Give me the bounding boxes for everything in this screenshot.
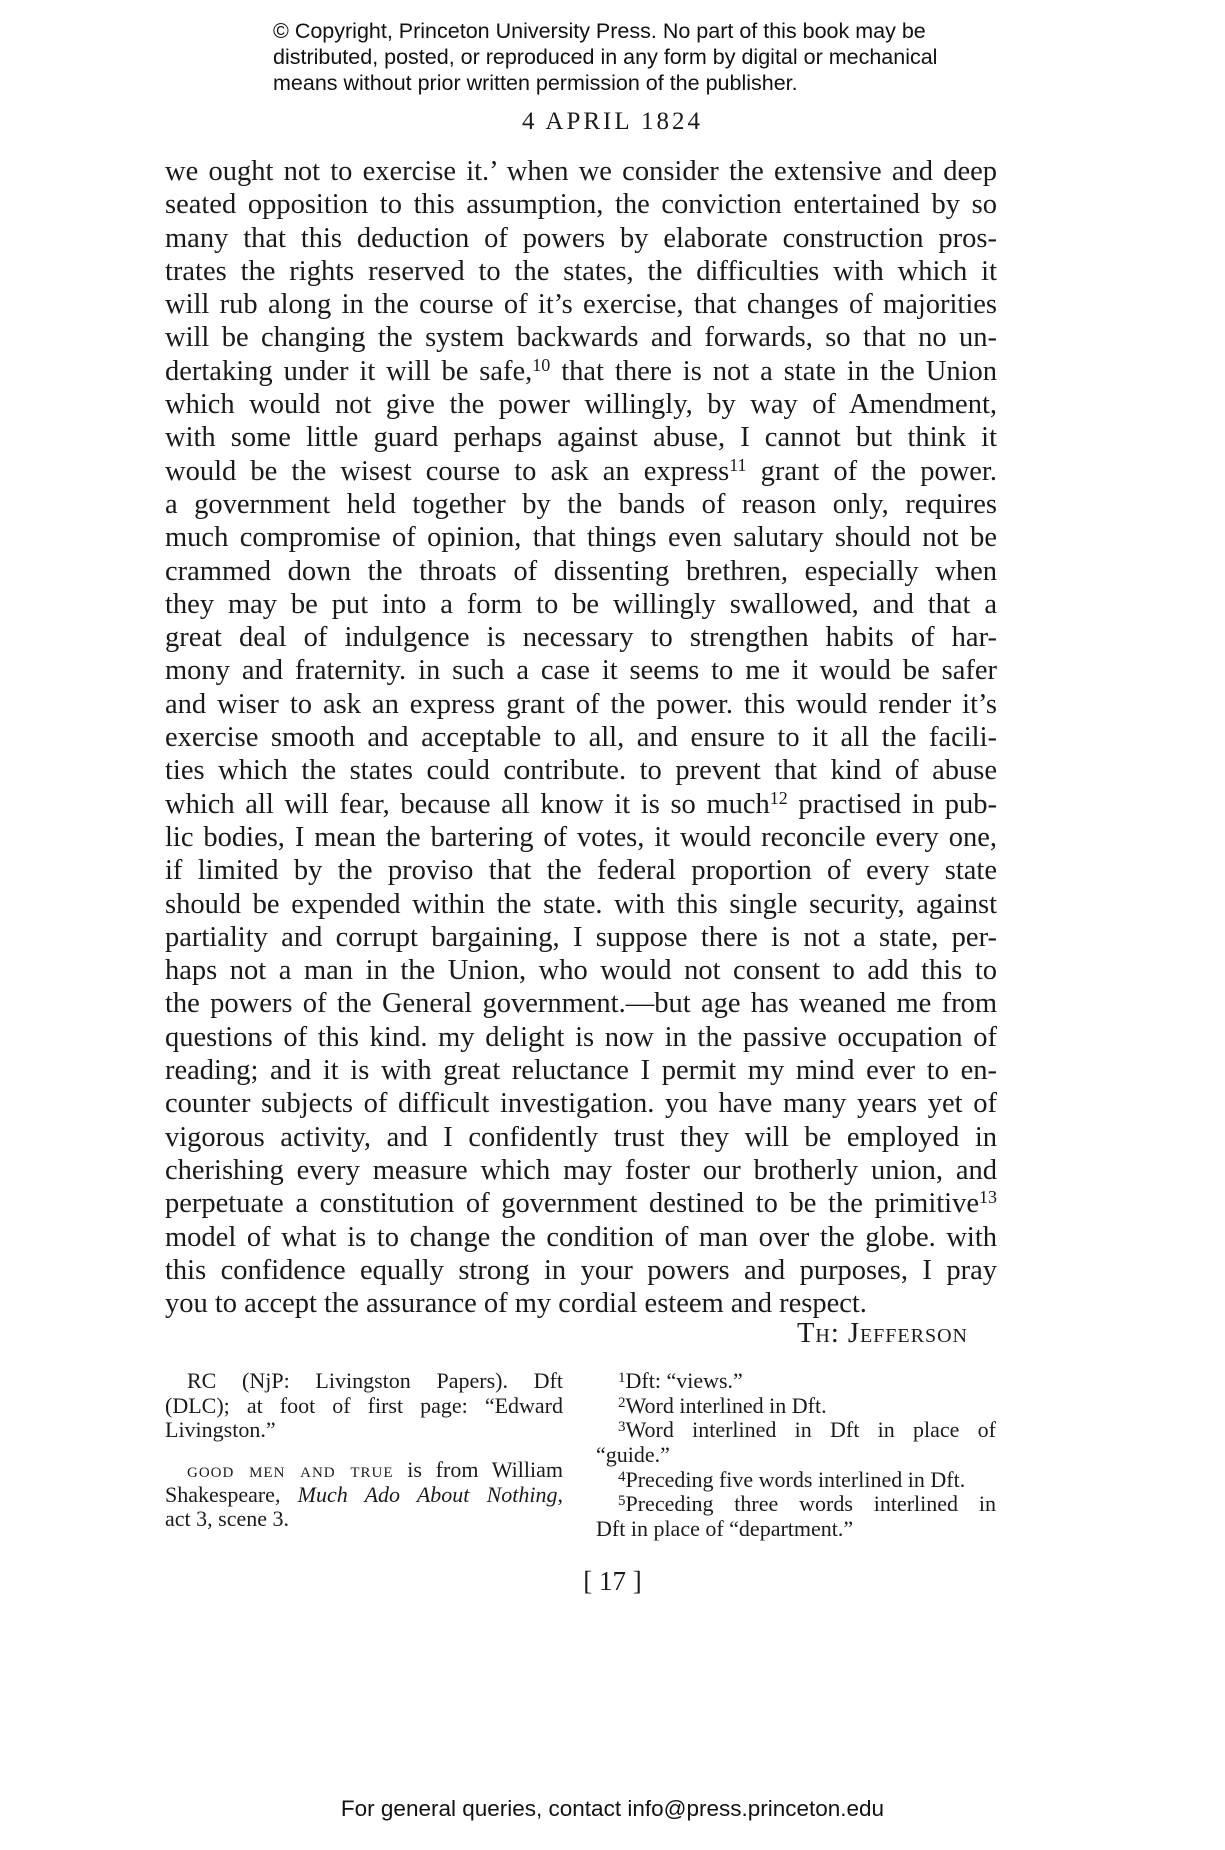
lemma-smallcaps: good men and true bbox=[187, 1457, 394, 1483]
footnote-ref-11: 11 bbox=[729, 454, 747, 475]
footnote-5-continued: Dft in place of “department.” bbox=[596, 1516, 854, 1542]
body-line: mony and fraternity. in such a case it seems to me it would be safer bbox=[165, 655, 997, 687]
copyright-line: means without prior written permission of the publisher. bbox=[273, 71, 798, 95]
source-note-line bbox=[165, 1483, 563, 1508]
body-line: the powers of the General government.—but age has weaned me from bbox=[165, 988, 997, 1020]
footnote-number: 4 bbox=[618, 1468, 626, 1485]
footnote-text: Dft: “views.” bbox=[625, 1368, 743, 1393]
body-line: much compromise of opinion, that things even salutary should not be bbox=[165, 522, 997, 554]
page-number: [ 17 ] bbox=[583, 1566, 642, 1596]
body-line: partiality and corrupt bargaining, I suppose there is not a state, per- bbox=[165, 921, 997, 953]
body-text-segment: which all will fear, because all know it is so much bbox=[165, 788, 770, 820]
source-note-line: act 3, scene 3. bbox=[165, 1506, 289, 1532]
body-line: should be expended within the state. with this single security, against bbox=[165, 888, 997, 920]
body-line: this confidence equally strong in your powers and purposes, I pray bbox=[165, 1254, 997, 1286]
footnote-text: Preceding five words interlined in Dft. bbox=[625, 1466, 966, 1492]
body-line: you to accept the assurance of my cordial esteem and respect. bbox=[165, 1288, 867, 1320]
body-line: haps not a man in the Union, who would not consent to add this to bbox=[165, 955, 997, 987]
body-line: reading; and it is with great reluctance I permit my mind ever to en- bbox=[165, 1055, 997, 1087]
footnote-ref-10: 10 bbox=[532, 354, 551, 375]
source-notes bbox=[165, 1369, 563, 1532]
copyright-notice bbox=[273, 18, 973, 96]
body-line: will rub along in the course of it’s exercise, that changes of majorities bbox=[165, 289, 997, 321]
footnote-3 bbox=[596, 1418, 996, 1443]
body-line: which would not give the power willingly, by way of Amendment, bbox=[165, 389, 997, 421]
footnote-2 bbox=[596, 1394, 996, 1419]
body-line: counter subjects of difficult investigation. you have many years yet of bbox=[165, 1088, 997, 1120]
copyright-line: © Copyright, Princeton University Press. No part of this book may be bbox=[273, 19, 926, 43]
footnote-text: Word interlined in Dft. bbox=[625, 1392, 827, 1418]
note-text-segment: , bbox=[557, 1481, 563, 1507]
body-line: if limited by the proviso that the federal proportion of every state bbox=[165, 855, 997, 887]
body-line: great deal of indulgence is necessary to strengthen habits of har- bbox=[165, 622, 997, 654]
footnote-text: Preceding three words interlined in bbox=[625, 1491, 996, 1517]
copyright-line: distributed, posted, or reproduced in any form by digital or mechanical bbox=[273, 45, 938, 69]
footnote-ref-13: 13 bbox=[979, 1187, 997, 1208]
footnote-number: 3 bbox=[618, 1419, 626, 1436]
body-text-segment: practised in pub- bbox=[787, 788, 997, 820]
footnote-5 bbox=[596, 1492, 996, 1517]
note-text-segment: is from William bbox=[393, 1457, 563, 1483]
body-line: ties which the states could contribute. to prevent that kind of abuse bbox=[165, 755, 997, 787]
source-note-line bbox=[165, 1458, 563, 1483]
body-text-segment: dertaking under it will be safe, bbox=[165, 355, 533, 387]
body-line bbox=[165, 355, 997, 388]
footnote-1 bbox=[596, 1369, 996, 1394]
body-line: crammed down the throats of dissenting brethren, especially when bbox=[165, 555, 997, 587]
letter-body bbox=[165, 155, 997, 1320]
body-line: vigorous activity, and I confidently trust they will be employed in bbox=[165, 1121, 997, 1153]
footnote-4 bbox=[596, 1468, 996, 1493]
footnote-number: 5 bbox=[618, 1493, 626, 1510]
body-line: will be changing the system backwards and forwards, so that no un- bbox=[165, 322, 997, 354]
contact-footer: For general queries, contact info@press.princeton.edu bbox=[340, 1796, 885, 1821]
body-line: they may be put into a form to be willingly swallowed, and that a bbox=[165, 588, 997, 620]
source-note-line: Livingston.” bbox=[165, 1417, 276, 1443]
footnote-ref-12: 12 bbox=[769, 787, 788, 808]
body-text-segment: that there is not a state in the Union bbox=[550, 355, 997, 387]
body-line bbox=[165, 455, 997, 488]
body-line: and wiser to ask an express grant of the power. this would render it’s bbox=[165, 688, 997, 720]
body-line: a government held together by the bands of reason only, requires bbox=[165, 488, 997, 520]
body-text-segment: grant of the power. bbox=[746, 455, 997, 487]
body-line bbox=[165, 788, 997, 821]
body-line: many that this deduction of powers by elaborate construction pros- bbox=[165, 222, 997, 254]
body-text-segment: would be the wisest course to ask an express bbox=[165, 455, 730, 487]
paragraph-gap bbox=[165, 1443, 563, 1458]
running-head: 4 APRIL 1824 bbox=[522, 108, 703, 135]
footnote-number: 1 bbox=[618, 1370, 626, 1386]
body-line: we ought not to exercise it.’ when we consider the extensive and deep bbox=[165, 156, 997, 187]
body-line: trates the rights reserved to the states, the difficulties with which it bbox=[165, 255, 997, 287]
body-line: cherishing every measure which may foster our brotherly union, and bbox=[165, 1154, 997, 1186]
footnote-3-continued: “guide.” bbox=[596, 1442, 670, 1468]
footnote-text: Word interlined in Dft in place of bbox=[625, 1417, 996, 1443]
signature: Th: Jefferson bbox=[796, 1318, 968, 1349]
textual-footnotes bbox=[596, 1369, 996, 1542]
source-note-line: (DLC); at foot of first page: “Edward bbox=[165, 1392, 563, 1418]
body-line: model of what is to change the condition of man over the globe. with bbox=[165, 1221, 997, 1253]
footnote-number: 2 bbox=[618, 1394, 626, 1411]
play-title-italic: Much Ado About Nothing bbox=[297, 1481, 558, 1507]
body-line bbox=[165, 1187, 997, 1220]
source-note-line: RC (NjP: Livingston Papers). Dft bbox=[187, 1368, 563, 1393]
body-line: questions of this kind. my delight is now in the passive occupation of bbox=[165, 1021, 997, 1053]
body-line: with some little guard perhaps against abuse, I cannot but think it bbox=[165, 422, 997, 454]
body-line: lic bodies, I mean the bartering of votes, it would reconcile every one, bbox=[165, 821, 997, 853]
body-line: exercise smooth and acceptable to all, and ensure to it all the facili- bbox=[165, 722, 997, 754]
note-text-segment: Shakespeare, bbox=[165, 1481, 298, 1507]
body-line: seated opposition to this assumption, the conviction entertained by so bbox=[165, 189, 997, 221]
body-text-segment: perpetuate a constitution of government destined to be the primitive bbox=[165, 1188, 979, 1220]
